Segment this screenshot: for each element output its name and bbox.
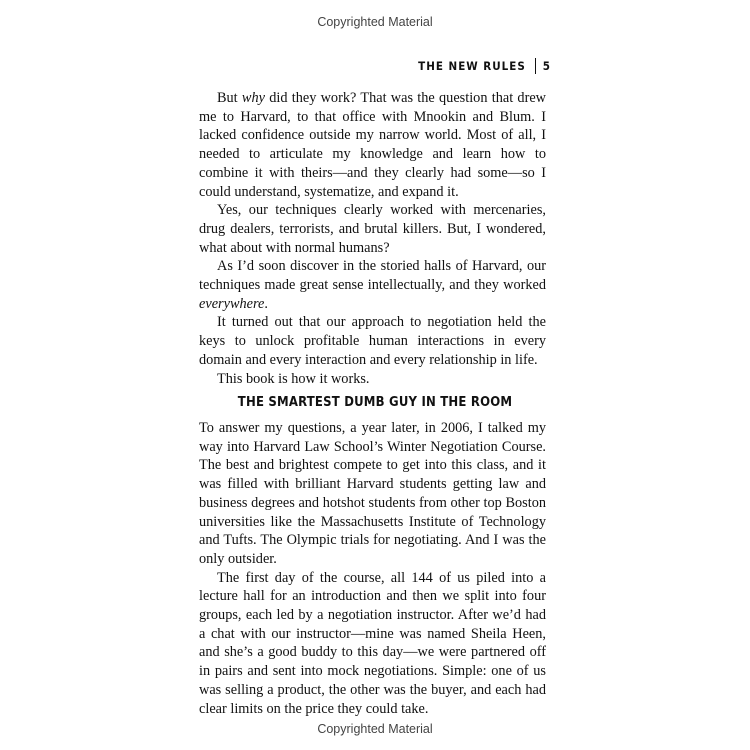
copyright-watermark-bottom: Copyrighted Material — [317, 722, 433, 736]
paragraph: To answer my questions, a year later, in 2006, I talked my way into Harvard Law School’s Winter Negotiation Course. The best and brightest compete to get into this class, and it was filled with brilliant Harvard students getting law and business degrees and hotshot students from other top Boston universities like the Massachusetts Institute of Technology and Tufts. The Olympic trials for negotiating. And I was the only outsider. — [199, 420, 546, 567]
section-heading: THE SMARTEST DUMB GUY IN THE ROOM — [237, 395, 513, 410]
paragraph: The first day of the course, all 144 of us piled into a lecture hall for an introduction and then we split into four groups, each led by a negotiation instructor. After we’d had a chat with our instructor—mine was named Sheila Heen, and she’s a good buddy to this day—we were partnered off in pairs and sent into mock negotiations. Simple: one of us was selling a product, the other was the buyer, and each had clear limits on the price they could take. — [199, 569, 546, 717]
running-head — [418, 58, 551, 74]
paragraph: As I’d soon discover in the storied halls of Harvard, our techniques made great sense intellectually, and they worked everywhere. — [199, 258, 546, 312]
section-1-body — [199, 89, 546, 388]
emphasis: why — [241, 90, 265, 106]
running-head-title: THE NEW RULES — [418, 59, 526, 73]
paragraph: This book is how it works. — [217, 370, 370, 387]
paragraph: It turned out that our approach to negotiation held the keys to unlock profitable human interactions in every domain and every interaction and every relationship in life. — [199, 314, 546, 368]
copyright-watermark-top: Copyrighted Material — [317, 15, 433, 29]
paragraph: But why did they work? That was the question that drew me to Harvard, to that office with Mnookin and Blum. I lacked confidence outside my narrow world. Most of all, I needed to articulate my knowledge and learn how to combine it with theirs—and they clearly had some—so I could understand, systematize, and expand it. — [199, 90, 546, 200]
section-2-body — [199, 419, 546, 718]
running-head-divider — [535, 58, 536, 74]
page-number: 5 — [542, 59, 551, 73]
emphasis: everywhere — [199, 295, 265, 312]
paragraph: Yes, our techniques clearly worked with mercenaries, drug dealers, terrorists, and brutal killers. But, I wondered, what about with normal humans? — [199, 202, 546, 256]
